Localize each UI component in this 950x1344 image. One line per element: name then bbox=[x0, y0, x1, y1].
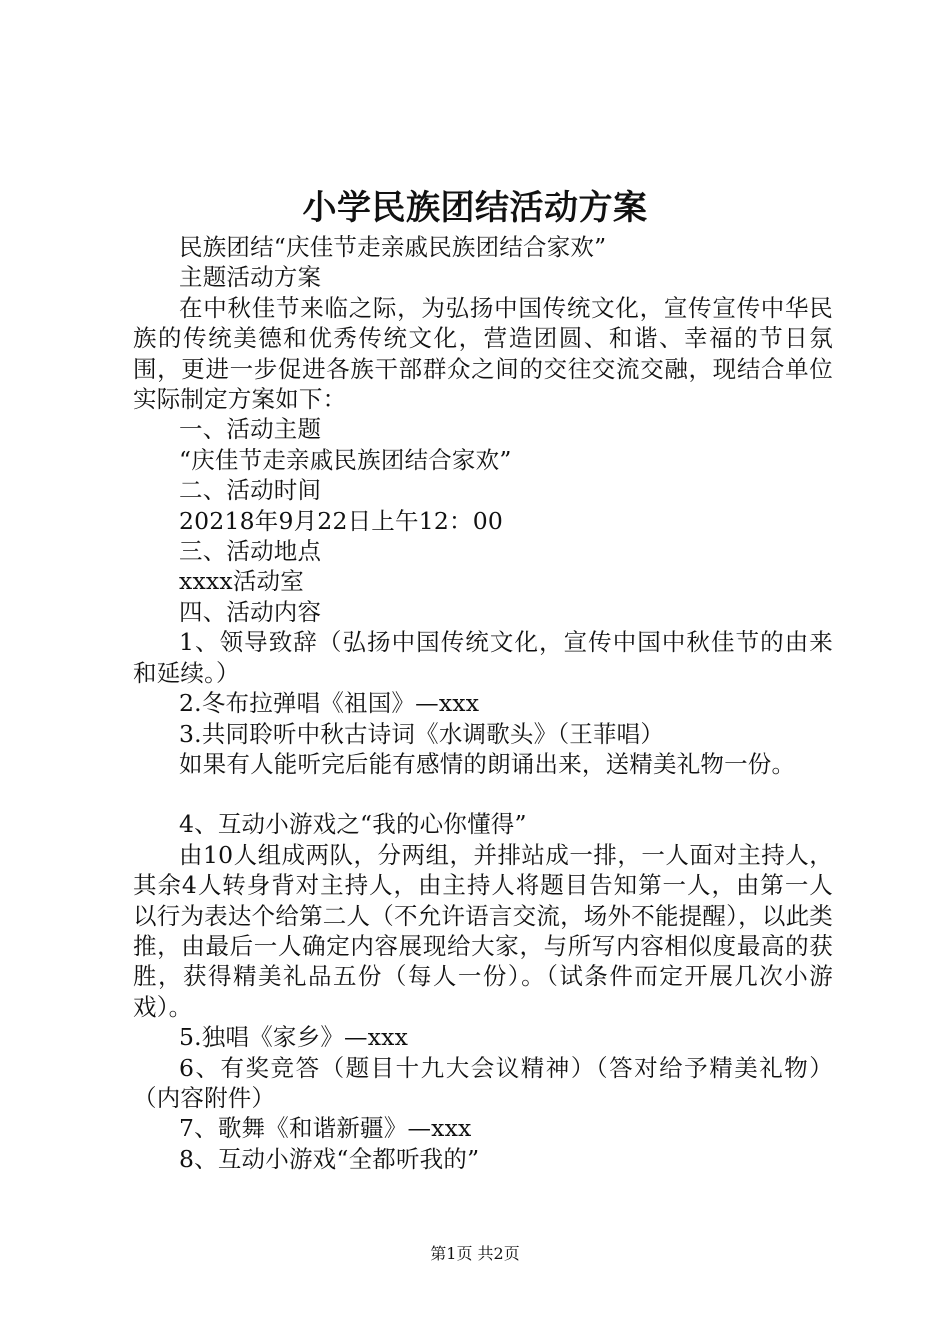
document-body bbox=[133, 232, 833, 1174]
list-item-1: 1、领导致辞（弘扬中国传统文化，宣传中国中秋佳节的由来和延续。） bbox=[133, 628, 833, 687]
list-item-4: 4、互动小游戏之“我的心你懂得” bbox=[179, 810, 527, 839]
list-item-3: 3.共同聆听中秋古诗词《水调歌头》（王菲唱） bbox=[179, 719, 665, 748]
paragraph-subtitle-2: 主题活动方案 bbox=[179, 263, 322, 292]
list-item-7: 7、歌舞《和谐新疆》—xxx bbox=[179, 1114, 472, 1143]
paragraph-gap bbox=[133, 779, 833, 809]
list-item-5: 5.独唱《家乡》—xxx bbox=[179, 1023, 409, 1052]
paragraph-activity-theme: “庆佳节走亲戚民族团结合家欢” bbox=[179, 445, 512, 474]
page-number-label: 第1页 共2页 bbox=[430, 1244, 520, 1263]
list-item-4-description: 由10人组成两队，分两组，并排站成一排，一人面对主持人，其余4人转身背对主持人，由主持人将题目告知第一人，由第一人以行为表达个给第二人（不允许语言交流，场外不能提醒），以此类推，由最后一人确定内容展现给大家，与所写内容相似度最高的获胜，获得精美礼品五份（每人一份）。（试条件而定开展几次小游戏）。 bbox=[133, 840, 833, 1021]
page-footer bbox=[0, 1242, 950, 1266]
paragraph-subtitle-1: 民族团结“庆佳节走亲戚民族团结合家欢” bbox=[179, 233, 607, 261]
document-title: 小学民族团结活动方案 bbox=[302, 188, 648, 228]
heading-activity-time: 二、活动时间 bbox=[179, 476, 322, 505]
heading-activity-theme: 一、活动主题 bbox=[179, 415, 322, 444]
paragraph-intro: 在中秋佳节来临之际，为弘扬中国传统文化，宣传宣传中华民族的传统美德和优秀传统文化，营造团圆、和谐、幸福的节日氛围，更进一步促进各族干部群众之间的交往交流交融，现结合单位实际制定方案如下： bbox=[133, 293, 833, 414]
heading-activity-content: 四、活动内容 bbox=[179, 597, 322, 626]
paragraph-activity-time: 20218年9月22日上午12：00 bbox=[179, 506, 504, 535]
heading-activity-location: 三、活动地点 bbox=[179, 537, 322, 566]
list-item-2: 2.冬布拉弹唱《祖国》—xxx bbox=[179, 689, 480, 718]
list-item-8: 8、互动小游戏“全都听我的” bbox=[179, 1144, 480, 1173]
list-item-3-note: 如果有人能听完后能有感情的朗诵出来，送精美礼物一份。 bbox=[179, 749, 796, 778]
list-item-6: 6、有奖竞答（题目十九大会议精神）（答对给予精美礼物）（内容附件） bbox=[133, 1053, 833, 1112]
paragraph-activity-location: xxxx活动室 bbox=[179, 567, 304, 596]
